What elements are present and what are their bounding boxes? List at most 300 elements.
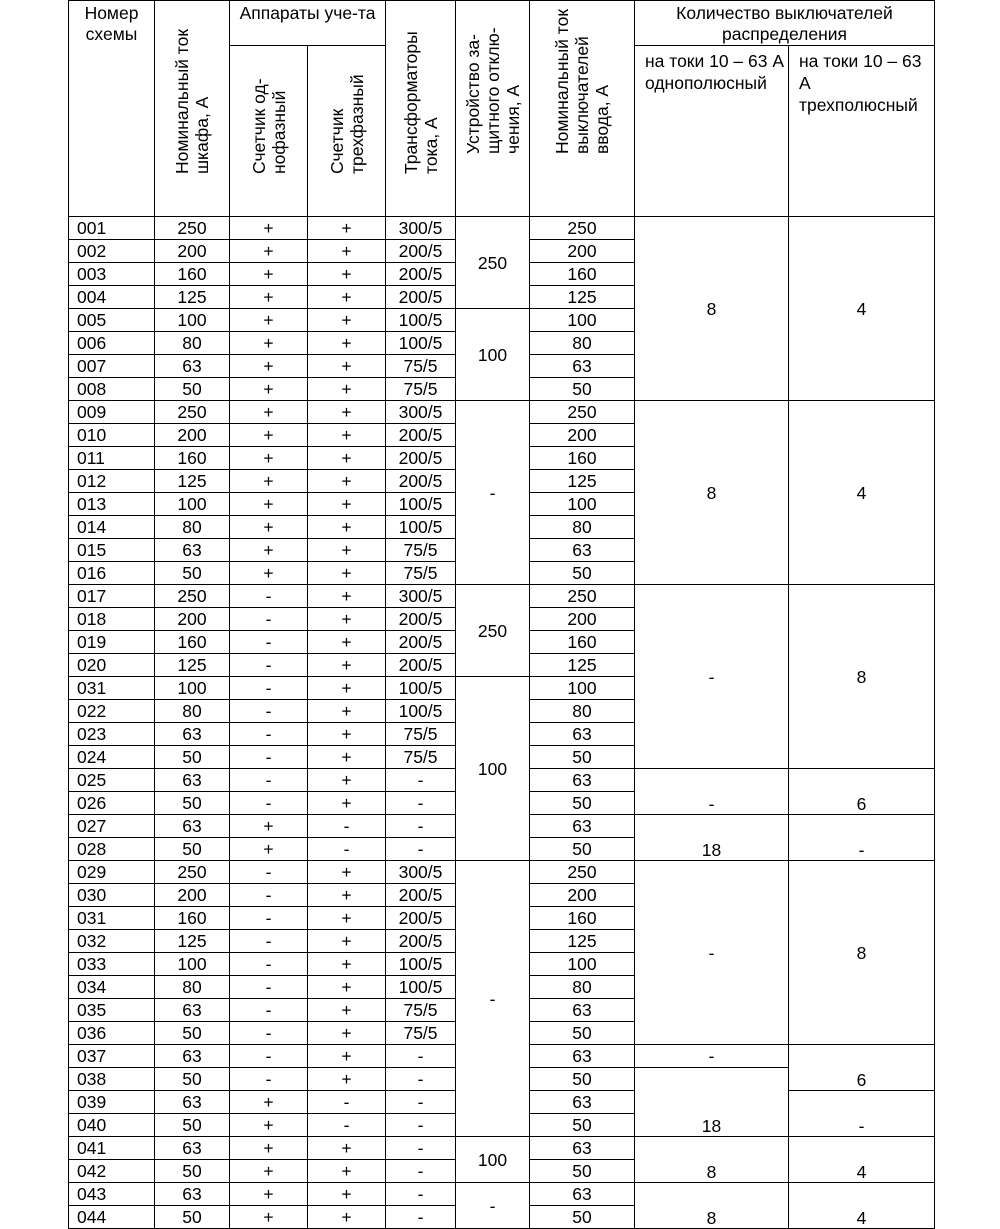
cell-rated-cabinet: 63 (155, 1183, 230, 1206)
cell-transformers: 75/5 (386, 539, 456, 562)
cell-meter-three: + (308, 1137, 386, 1160)
header-scheme (69, 1, 155, 217)
cell-rated-cabinet: 50 (155, 792, 230, 815)
cell-meter-single: + (230, 1206, 308, 1229)
table-row (69, 1183, 935, 1206)
cell-breaker-three: 4 (789, 401, 935, 585)
cell-transformers: - (386, 1137, 456, 1160)
cell-rated-cabinet: 250 (155, 401, 230, 424)
cell-scheme-number: 039 (69, 1091, 155, 1114)
cell-rated-cabinet: 50 (155, 378, 230, 401)
cell-rated-cabinet: 100 (155, 953, 230, 976)
cell-meter-three: + (308, 1206, 386, 1229)
cell-protective: - (456, 1183, 530, 1229)
schemes-table (68, 0, 935, 1229)
cell-meter-three: + (308, 953, 386, 976)
cell-meter-single: + (230, 1183, 308, 1206)
cell-rated-cabinet: 200 (155, 608, 230, 631)
cell-scheme-number: 016 (69, 562, 155, 585)
cell-transformers: 100/5 (386, 332, 456, 355)
cell-transformers: 200/5 (386, 240, 456, 263)
header-meter-single-l2: нофазный (268, 90, 289, 174)
header-protective (456, 1, 530, 217)
cell-meter-three: - (308, 815, 386, 838)
cell-meter-single: + (230, 286, 308, 309)
cell-rated-cabinet: 63 (155, 723, 230, 746)
cell-meter-single: - (230, 654, 308, 677)
header-meter-three (308, 46, 386, 217)
cell-rated-cabinet: 50 (155, 1022, 230, 1045)
cell-breaker-single: - (635, 585, 789, 769)
cell-breaker-single: - (635, 769, 789, 815)
table-body (69, 1, 935, 1229)
cell-rated-input: 50 (530, 1022, 635, 1045)
cell-meter-three: + (308, 263, 386, 286)
cell-rated-input: 125 (530, 286, 635, 309)
cell-transformers: 300/5 (386, 401, 456, 424)
cell-breaker-single: 8 (635, 401, 789, 585)
cell-meter-three: + (308, 884, 386, 907)
cell-scheme-number: 040 (69, 1114, 155, 1137)
cell-meter-three: - (308, 1114, 386, 1137)
cell-transformers: 200/5 (386, 907, 456, 930)
cell-rated-cabinet: 63 (155, 1045, 230, 1068)
header-rated-cabinet-l2: шкафа, А (192, 96, 212, 174)
cell-rated-input: 50 (530, 746, 635, 769)
cell-scheme-number: 029 (69, 861, 155, 884)
cell-meter-single: - (230, 700, 308, 723)
cell-scheme-number: 006 (69, 332, 155, 355)
cell-rated-input: 250 (530, 401, 635, 424)
table-row (69, 217, 935, 240)
cell-meter-three: + (308, 539, 386, 562)
cell-rated-input: 50 (530, 838, 635, 861)
cell-scheme-number: 024 (69, 746, 155, 769)
cell-rated-input: 200 (530, 240, 635, 263)
cell-breaker-single: - (635, 861, 789, 1045)
cell-rated-cabinet: 100 (155, 309, 230, 332)
cell-meter-single: + (230, 447, 308, 470)
cell-rated-cabinet: 160 (155, 263, 230, 286)
cell-transformers: - (386, 1206, 456, 1229)
cell-rated-input: 63 (530, 1137, 635, 1160)
cell-meter-three: + (308, 1045, 386, 1068)
cell-rated-input: 63 (530, 355, 635, 378)
cell-protective: 100 (456, 1137, 530, 1183)
cell-transformers: 75/5 (386, 562, 456, 585)
cell-meter-single: - (230, 585, 308, 608)
cell-rated-cabinet: 250 (155, 585, 230, 608)
cell-scheme-number: 042 (69, 1160, 155, 1183)
cell-scheme-number: 008 (69, 378, 155, 401)
cell-rated-input: 50 (530, 792, 635, 815)
cell-rated-cabinet: 80 (155, 976, 230, 999)
cell-transformers: 75/5 (386, 355, 456, 378)
cell-meter-three: + (308, 631, 386, 654)
header-row-1 (69, 1, 935, 46)
cell-rated-cabinet: 50 (155, 1114, 230, 1137)
cell-protective: 100 (456, 309, 530, 401)
cell-rated-input: 63 (530, 1045, 635, 1068)
cell-scheme-number: 014 (69, 516, 155, 539)
cell-scheme-number: 009 (69, 401, 155, 424)
cell-meter-three: + (308, 976, 386, 999)
cell-rated-cabinet: 160 (155, 907, 230, 930)
cell-breaker-three: 8 (789, 861, 935, 1045)
cell-scheme-number: 001 (69, 217, 155, 240)
cell-rated-input: 50 (530, 1114, 635, 1137)
header-protective-l3: чения, А (502, 84, 523, 154)
cell-rated-cabinet: 50 (155, 1206, 230, 1229)
cell-meter-three: + (308, 585, 386, 608)
cell-scheme-number: 019 (69, 631, 155, 654)
cell-meter-three: + (308, 1022, 386, 1045)
cell-rated-cabinet: 63 (155, 1091, 230, 1114)
cell-rated-cabinet: 80 (155, 516, 230, 539)
cell-transformers: 75/5 (386, 1022, 456, 1045)
cell-meter-single: + (230, 539, 308, 562)
cell-scheme-number: 027 (69, 815, 155, 838)
cell-meter-single: - (230, 792, 308, 815)
cell-meter-single: + (230, 424, 308, 447)
cell-rated-input: 160 (530, 907, 635, 930)
cell-rated-cabinet: 63 (155, 999, 230, 1022)
cell-breaker-single: 8 (635, 217, 789, 401)
cell-breaker-three: 4 (789, 1183, 935, 1229)
cell-breaker-three: 4 (789, 217, 935, 401)
cell-scheme-number: 018 (69, 608, 155, 631)
cell-rated-input: 125 (530, 930, 635, 953)
header-transformers (386, 1, 456, 217)
cell-rated-cabinet: 160 (155, 631, 230, 654)
cell-transformers: - (386, 1091, 456, 1114)
cell-meter-single: + (230, 1160, 308, 1183)
cell-rated-cabinet: 50 (155, 746, 230, 769)
cell-meter-single: + (230, 562, 308, 585)
cell-breaker-single: - (635, 1045, 789, 1068)
cell-transformers: 100/5 (386, 493, 456, 516)
table-row (69, 1137, 935, 1160)
cell-transformers: 100/5 (386, 516, 456, 539)
cell-meter-single: + (230, 470, 308, 493)
cell-meter-three: + (308, 424, 386, 447)
cell-rated-cabinet: 50 (155, 562, 230, 585)
cell-meter-single: + (230, 401, 308, 424)
cell-meter-three: - (308, 1091, 386, 1114)
cell-meter-three: + (308, 562, 386, 585)
cell-rated-input: 63 (530, 1183, 635, 1206)
cell-meter-single: - (230, 1068, 308, 1091)
cell-transformers: 100/5 (386, 976, 456, 999)
cell-rated-input: 63 (530, 999, 635, 1022)
cell-scheme-number: 011 (69, 447, 155, 470)
header-meter-single-l1: Счетчик од- (248, 78, 269, 174)
cell-rated-cabinet: 63 (155, 769, 230, 792)
cell-scheme-number: 003 (69, 263, 155, 286)
header-meters-group-label: Аппараты уче-та (239, 3, 376, 23)
cell-meter-three: + (308, 861, 386, 884)
cell-breaker-three: 6 (789, 1045, 935, 1091)
cell-rated-input: 63 (530, 815, 635, 838)
cell-rated-cabinet: 63 (155, 815, 230, 838)
cell-transformers: - (386, 1068, 456, 1091)
cell-breaker-single: 18 (635, 815, 789, 861)
cell-rated-input: 200 (530, 608, 635, 631)
cell-rated-cabinet: 100 (155, 677, 230, 700)
cell-rated-input: 200 (530, 424, 635, 447)
cell-meter-three: + (308, 447, 386, 470)
header-protective-l1: Устройство за- (462, 34, 483, 154)
table-row (69, 401, 935, 424)
cell-scheme-number: 007 (69, 355, 155, 378)
cell-breaker-single: 18 (635, 1068, 789, 1137)
cell-transformers: - (386, 1160, 456, 1183)
cell-meter-single: - (230, 1045, 308, 1068)
cell-meter-single: - (230, 631, 308, 654)
cell-scheme-number: 028 (69, 838, 155, 861)
cell-meter-single: - (230, 884, 308, 907)
cell-meter-single: - (230, 930, 308, 953)
cell-protective: 100 (456, 677, 530, 861)
cell-meter-single: + (230, 355, 308, 378)
cell-meter-single: + (230, 493, 308, 516)
cell-scheme-number: 012 (69, 470, 155, 493)
cell-meter-three: + (308, 1183, 386, 1206)
cell-meter-three: + (308, 493, 386, 516)
cell-rated-cabinet: 63 (155, 539, 230, 562)
cell-transformers: - (386, 769, 456, 792)
header-rated-cabinet (155, 1, 230, 217)
cell-rated-input: 100 (530, 493, 635, 516)
cell-protective: 250 (456, 217, 530, 309)
cell-rated-input: 250 (530, 861, 635, 884)
cell-meter-three: + (308, 401, 386, 424)
table-row (69, 585, 935, 608)
header-meter-three-l1: Счетчик (326, 108, 347, 174)
cell-rated-input: 80 (530, 516, 635, 539)
cell-transformers: 300/5 (386, 861, 456, 884)
cell-transformers: 200/5 (386, 447, 456, 470)
cell-rated-input: 250 (530, 217, 635, 240)
cell-meter-three: + (308, 1068, 386, 1091)
cell-scheme-number: 023 (69, 723, 155, 746)
cell-rated-input: 80 (530, 700, 635, 723)
cell-transformers: 75/5 (386, 746, 456, 769)
cell-scheme-number: 017 (69, 585, 155, 608)
cell-transformers: 200/5 (386, 263, 456, 286)
cell-rated-input: 100 (530, 953, 635, 976)
cell-rated-input: 80 (530, 332, 635, 355)
cell-meter-three: + (308, 746, 386, 769)
cell-meter-single: - (230, 608, 308, 631)
cell-scheme-number: 031 (69, 677, 155, 700)
cell-rated-cabinet: 125 (155, 470, 230, 493)
cell-meter-three: + (308, 907, 386, 930)
header-scheme-label: Номер схемы (84, 3, 139, 44)
cell-meter-single: + (230, 1091, 308, 1114)
cell-meter-three: + (308, 516, 386, 539)
cell-breaker-three: - (789, 815, 935, 861)
cell-meter-three: + (308, 378, 386, 401)
cell-scheme-number: 010 (69, 424, 155, 447)
header-breakers-group-label: Количество выключателей распределения (676, 3, 893, 44)
cell-scheme-number: 002 (69, 240, 155, 263)
cell-rated-input: 100 (530, 677, 635, 700)
cell-scheme-number: 043 (69, 1183, 155, 1206)
cell-meter-three: + (308, 1160, 386, 1183)
cell-meter-single: + (230, 309, 308, 332)
cell-transformers: 75/5 (386, 999, 456, 1022)
cell-transformers: 75/5 (386, 378, 456, 401)
cell-meter-single: - (230, 723, 308, 746)
table-row (69, 861, 935, 884)
cell-scheme-number: 020 (69, 654, 155, 677)
header-breakers-group (635, 1, 935, 46)
cell-transformers: 200/5 (386, 631, 456, 654)
cell-meter-three: + (308, 723, 386, 746)
header-rated-cabinet-l1: Номинальный ток (172, 29, 192, 174)
header-meters-group (230, 1, 386, 46)
cell-scheme-number: 005 (69, 309, 155, 332)
cell-breaker-single: 8 (635, 1137, 789, 1183)
header-rated-input-l1: Номинальный ток (552, 9, 572, 154)
cell-meter-single: + (230, 1114, 308, 1137)
cell-rated-cabinet: 250 (155, 861, 230, 884)
cell-rated-input: 125 (530, 654, 635, 677)
cell-rated-cabinet: 125 (155, 930, 230, 953)
cell-meter-three: + (308, 999, 386, 1022)
cell-transformers: 100/5 (386, 309, 456, 332)
cell-transformers: 100/5 (386, 953, 456, 976)
cell-rated-cabinet: 125 (155, 654, 230, 677)
cell-meter-three: - (308, 838, 386, 861)
cell-meter-three: + (308, 309, 386, 332)
header-rated-input-l3: ввода, А (592, 84, 612, 154)
cell-transformers: - (386, 1183, 456, 1206)
cell-meter-three: + (308, 355, 386, 378)
cell-meter-single: - (230, 769, 308, 792)
cell-rated-cabinet: 63 (155, 355, 230, 378)
cell-scheme-number: 030 (69, 884, 155, 907)
cell-meter-three: + (308, 470, 386, 493)
cell-meter-single: + (230, 263, 308, 286)
cell-rated-input: 63 (530, 723, 635, 746)
cell-scheme-number: 044 (69, 1206, 155, 1229)
cell-meter-single: + (230, 815, 308, 838)
cell-rated-input: 100 (530, 309, 635, 332)
cell-transformers: 200/5 (386, 654, 456, 677)
cell-rated-input: 80 (530, 976, 635, 999)
cell-rated-input: 125 (530, 470, 635, 493)
cell-rated-input: 50 (530, 1206, 635, 1229)
cell-transformers: 200/5 (386, 930, 456, 953)
cell-transformers: - (386, 838, 456, 861)
cell-breaker-three: 4 (789, 1137, 935, 1183)
cell-meter-three: + (308, 792, 386, 815)
cell-transformers: 200/5 (386, 286, 456, 309)
cell-protective: - (456, 861, 530, 1137)
cell-breaker-single: 8 (635, 1183, 789, 1229)
cell-transformers: 300/5 (386, 217, 456, 240)
cell-transformers: 100/5 (386, 677, 456, 700)
header-rated-input-l2: выключателей (572, 36, 592, 154)
cell-rated-input: 160 (530, 447, 635, 470)
cell-rated-cabinet: 250 (155, 217, 230, 240)
cell-rated-input: 160 (530, 263, 635, 286)
cell-scheme-number: 036 (69, 1022, 155, 1045)
cell-scheme-number: 013 (69, 493, 155, 516)
cell-rated-input: 63 (530, 769, 635, 792)
cell-transformers: 200/5 (386, 470, 456, 493)
cell-breaker-three: 8 (789, 585, 935, 769)
header-breaker-single-label: на токи 10 – 63 А однополюсный (645, 51, 785, 93)
header-transformers-l2: тока, А (420, 117, 441, 174)
cell-meter-three: + (308, 769, 386, 792)
cell-transformers: - (386, 815, 456, 838)
cell-meter-single: + (230, 838, 308, 861)
cell-scheme-number: 038 (69, 1068, 155, 1091)
cell-transformers: - (386, 1045, 456, 1068)
cell-meter-single: + (230, 378, 308, 401)
cell-scheme-number: 025 (69, 769, 155, 792)
cell-meter-single: - (230, 677, 308, 700)
cell-meter-single: + (230, 240, 308, 263)
cell-meter-single: - (230, 907, 308, 930)
cell-rated-cabinet: 200 (155, 240, 230, 263)
cell-scheme-number: 041 (69, 1137, 155, 1160)
cell-meter-three: + (308, 608, 386, 631)
cell-scheme-number: 037 (69, 1045, 155, 1068)
cell-meter-single: - (230, 953, 308, 976)
cell-scheme-number: 031 (69, 907, 155, 930)
cell-transformers: 100/5 (386, 700, 456, 723)
cell-meter-single: - (230, 1022, 308, 1045)
cell-rated-input: 160 (530, 631, 635, 654)
cell-meter-single: - (230, 746, 308, 769)
cell-rated-cabinet: 100 (155, 493, 230, 516)
cell-meter-single: + (230, 332, 308, 355)
cell-rated-cabinet: 200 (155, 424, 230, 447)
cell-scheme-number: 026 (69, 792, 155, 815)
cell-protective: 250 (456, 585, 530, 677)
cell-protective: - (456, 401, 530, 585)
cell-scheme-number: 033 (69, 953, 155, 976)
cell-meter-three: + (308, 240, 386, 263)
header-breaker-single (635, 46, 789, 217)
cell-rated-cabinet: 63 (155, 1137, 230, 1160)
cell-rated-cabinet: 50 (155, 1068, 230, 1091)
cell-rated-cabinet: 80 (155, 700, 230, 723)
cell-scheme-number: 035 (69, 999, 155, 1022)
cell-meter-three: + (308, 217, 386, 240)
cell-rated-cabinet: 125 (155, 286, 230, 309)
cell-breaker-three: 6 (789, 769, 935, 815)
cell-meter-three: + (308, 332, 386, 355)
cell-rated-cabinet: 50 (155, 1160, 230, 1183)
cell-meter-single: + (230, 516, 308, 539)
header-breaker-three (789, 46, 935, 217)
cell-rated-input: 50 (530, 378, 635, 401)
cell-meter-three: + (308, 700, 386, 723)
cell-meter-three: + (308, 930, 386, 953)
header-protective-l2: щитного отклю- (482, 27, 503, 154)
cell-scheme-number: 004 (69, 286, 155, 309)
cell-rated-input: 63 (530, 1091, 635, 1114)
cell-scheme-number: 032 (69, 930, 155, 953)
cell-meter-single: + (230, 217, 308, 240)
cell-meter-three: + (308, 654, 386, 677)
cell-rated-input: 63 (530, 539, 635, 562)
